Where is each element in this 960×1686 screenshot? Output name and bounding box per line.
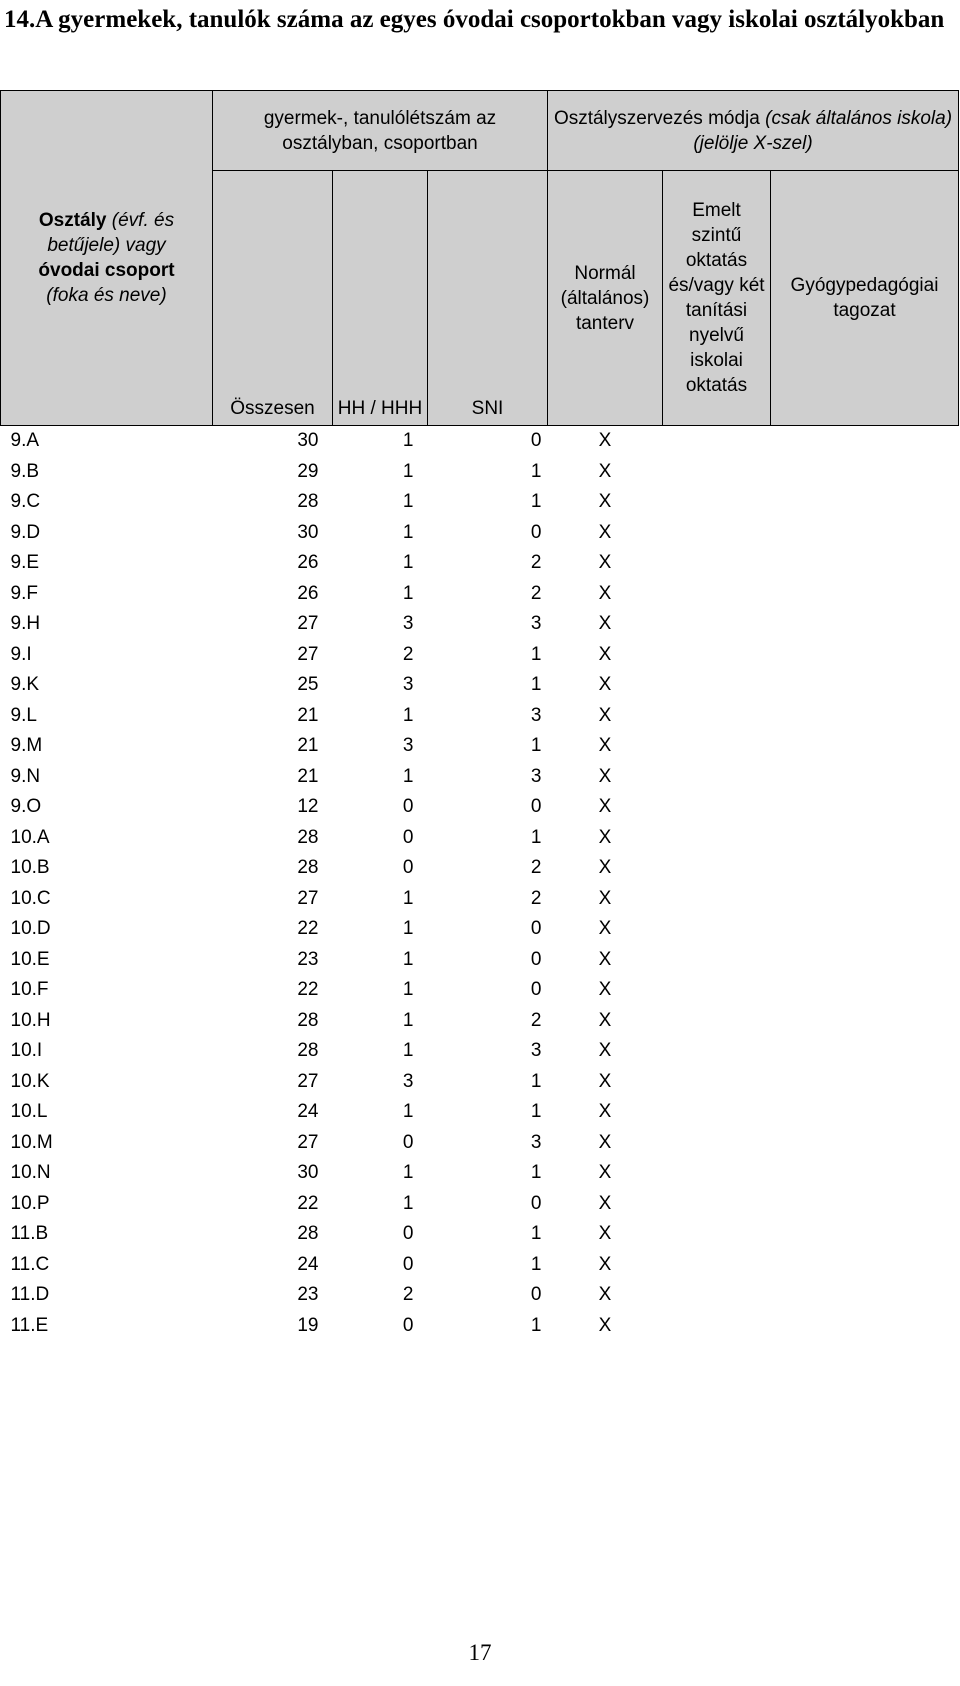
table-row [1, 731, 959, 762]
cell-class: 10.I [10, 1040, 43, 1062]
cell-class: 10.H [10, 1009, 51, 1031]
cell-total: 21 [297, 765, 319, 787]
header-class-bold: Osztály [38, 210, 107, 231]
header-class-italic1: (évf. és [106, 210, 175, 231]
header-gyogy: Gyógypedagógiai tagozat [771, 171, 959, 426]
table-row [1, 823, 959, 854]
cell-gyogy [771, 701, 959, 732]
cell-total: 28 [297, 491, 319, 513]
cell-class: 9.D [10, 521, 41, 543]
table-row [1, 487, 959, 518]
cell-normal: X [598, 1162, 612, 1184]
cell-class: 10.M [10, 1131, 53, 1153]
cell-class: 9.F [10, 582, 38, 604]
cell-gyogy [771, 823, 959, 854]
header-row-top [1, 91, 959, 171]
cell-hh: 0 [402, 1314, 414, 1336]
cell-sni: 2 [530, 582, 542, 604]
cell-hh: 1 [402, 460, 414, 482]
cell-total: 22 [297, 979, 319, 1001]
cell-gyogy [771, 640, 959, 671]
cell-sni: 0 [530, 796, 542, 818]
cell-class: 10.P [10, 1192, 50, 1214]
cell-hh: 1 [402, 491, 414, 513]
cell-emelt [663, 1280, 771, 1311]
cell-hh: 0 [402, 857, 414, 879]
class-count-table [0, 90, 959, 1341]
cell-hh: 1 [402, 1101, 414, 1123]
cell-class: 11.B [10, 1223, 49, 1245]
cell-hh: 1 [402, 765, 414, 787]
table-row [1, 457, 959, 488]
cell-gyogy [771, 1006, 959, 1037]
table-row [1, 975, 959, 1006]
cell-sni: 1 [530, 1253, 542, 1275]
cell-emelt [663, 640, 771, 671]
cell-total: 28 [297, 857, 319, 879]
cell-hh: 0 [402, 796, 414, 818]
table-row [1, 426, 959, 457]
cell-normal: X [598, 521, 612, 543]
cell-gyogy [771, 1158, 959, 1189]
cell-emelt [663, 1128, 771, 1159]
cell-normal: X [598, 1284, 612, 1306]
cell-class: 9.L [10, 704, 37, 726]
cell-hh: 1 [402, 979, 414, 1001]
table-row [1, 518, 959, 549]
cell-emelt [663, 853, 771, 884]
cell-sni: 1 [530, 460, 542, 482]
cell-class: 11.E [10, 1314, 49, 1336]
cell-gyogy [771, 792, 959, 823]
cell-total: 19 [297, 1314, 319, 1336]
cell-gyogy [771, 457, 959, 488]
cell-normal: X [598, 1192, 612, 1214]
table-body [1, 426, 959, 1342]
cell-emelt [663, 1219, 771, 1250]
table-row [1, 1097, 959, 1128]
cell-emelt [663, 762, 771, 793]
header-class-italic3: (foka és neve) [46, 285, 167, 306]
cell-normal: X [598, 1040, 612, 1062]
cell-hh: 1 [402, 1009, 414, 1031]
cell-normal: X [598, 643, 612, 665]
cell-emelt [663, 609, 771, 640]
cell-hh: 1 [402, 1192, 414, 1214]
cell-sni: 3 [530, 1131, 542, 1153]
cell-emelt [663, 945, 771, 976]
cell-sni: 1 [530, 735, 542, 757]
cell-class: 9.B [10, 460, 40, 482]
header-normal: Normál (általános) tanterv [548, 171, 663, 426]
cell-class: 10.K [10, 1070, 50, 1092]
cell-class: 10.A [10, 826, 50, 848]
cell-hh: 3 [402, 674, 414, 696]
cell-emelt [663, 1006, 771, 1037]
cell-normal: X [598, 826, 612, 848]
cell-total: 21 [297, 735, 319, 757]
cell-hh: 3 [402, 735, 414, 757]
cell-sni: 1 [530, 491, 542, 513]
cell-total: 29 [297, 460, 319, 482]
cell-normal: X [598, 918, 612, 940]
cell-normal: X [598, 979, 612, 1001]
table-row [1, 1189, 959, 1220]
cell-sni: 0 [530, 1284, 542, 1306]
cell-emelt [663, 1067, 771, 1098]
cell-sni: 0 [530, 979, 542, 1001]
cell-emelt [663, 975, 771, 1006]
cell-emelt [663, 1250, 771, 1281]
cell-gyogy [771, 579, 959, 610]
table-row [1, 914, 959, 945]
cell-hh: 0 [402, 1131, 414, 1153]
cell-hh: 2 [402, 1284, 414, 1306]
cell-total: 12 [297, 796, 319, 818]
cell-sni: 1 [530, 1070, 542, 1092]
cell-hh: 1 [402, 918, 414, 940]
page-title: 14.A gyermekek, tanulók száma az egyes óvodai csoportokban vagy iskolai osztályokban [4, 6, 945, 33]
cell-sni: 0 [530, 918, 542, 940]
cell-hh: 0 [402, 1223, 414, 1245]
cell-emelt [663, 1036, 771, 1067]
cell-total: 23 [297, 1284, 319, 1306]
cell-hh: 2 [402, 643, 414, 665]
cell-normal: X [598, 1253, 612, 1275]
cell-sni: 2 [530, 552, 542, 574]
table-row [1, 1006, 959, 1037]
cell-normal: X [598, 948, 612, 970]
cell-emelt [663, 548, 771, 579]
header-org-plain: Osztályszervezés módja [553, 107, 766, 129]
cell-class: 9.A [10, 430, 40, 452]
cell-total: 23 [297, 948, 319, 970]
cell-gyogy [771, 853, 959, 884]
cell-sni: 2 [530, 857, 542, 879]
cell-class: 10.L [10, 1101, 48, 1123]
cell-total: 27 [297, 1131, 319, 1153]
header-sni: SNI [428, 171, 548, 426]
table-row [1, 945, 959, 976]
cell-gyogy [771, 1250, 959, 1281]
cell-hh: 0 [402, 826, 414, 848]
cell-emelt [663, 1097, 771, 1128]
cell-class: 9.O [10, 796, 42, 818]
cell-normal: X [598, 857, 612, 879]
cell-emelt [663, 701, 771, 732]
cell-gyogy [771, 1280, 959, 1311]
cell-sni: 3 [530, 704, 542, 726]
cell-class: 10.D [10, 918, 51, 940]
cell-normal: X [598, 765, 612, 787]
cell-class: 9.H [10, 613, 41, 635]
cell-gyogy [771, 762, 959, 793]
cell-normal: X [598, 1101, 612, 1123]
cell-gyogy [771, 1189, 959, 1220]
cell-normal: X [598, 735, 612, 757]
cell-total: 25 [297, 674, 319, 696]
cell-hh: 1 [402, 1040, 414, 1062]
cell-gyogy [771, 487, 959, 518]
cell-class: 9.N [10, 765, 41, 787]
cell-gyogy [771, 1036, 959, 1067]
cell-emelt [663, 823, 771, 854]
cell-class: 10.F [10, 979, 49, 1001]
cell-hh: 3 [402, 613, 414, 635]
cell-sni: 1 [530, 1162, 542, 1184]
cell-total: 22 [297, 1192, 319, 1214]
cell-total: 22 [297, 918, 319, 940]
cell-total: 28 [297, 826, 319, 848]
table-row [1, 1280, 959, 1311]
cell-total: 28 [297, 1040, 319, 1062]
cell-total: 28 [297, 1223, 319, 1245]
cell-hh: 1 [402, 704, 414, 726]
table-row [1, 762, 959, 793]
table-header [1, 91, 959, 426]
cell-normal: X [598, 704, 612, 726]
table-row [1, 1219, 959, 1250]
cell-normal: X [598, 613, 612, 635]
header-class [1, 91, 213, 426]
cell-normal: X [598, 674, 612, 696]
cell-sni: 1 [530, 1101, 542, 1123]
cell-normal: X [598, 796, 612, 818]
cell-hh: 1 [402, 582, 414, 604]
cell-class: 9.I [10, 643, 32, 665]
cell-gyogy [771, 518, 959, 549]
cell-class: 10.N [10, 1162, 51, 1184]
cell-sni: 1 [530, 674, 542, 696]
cell-gyogy [771, 1219, 959, 1250]
cell-total: 26 [297, 582, 319, 604]
cell-class: 11.D [10, 1284, 50, 1306]
cell-gyogy [771, 945, 959, 976]
table-row [1, 1128, 959, 1159]
cell-sni: 0 [530, 521, 542, 543]
table-row [1, 701, 959, 732]
cell-sni: 0 [530, 1192, 542, 1214]
cell-normal: X [598, 1070, 612, 1092]
header-total: Összesen [213, 171, 333, 426]
table-row [1, 853, 959, 884]
cell-class: 10.B [10, 857, 50, 879]
cell-normal: X [598, 582, 612, 604]
table-row [1, 884, 959, 915]
cell-hh: 0 [402, 1253, 414, 1275]
cell-gyogy [771, 426, 959, 457]
cell-class: 10.C [10, 887, 51, 909]
cell-hh: 3 [402, 1070, 414, 1092]
cell-emelt [663, 670, 771, 701]
cell-total: 27 [297, 643, 319, 665]
cell-gyogy [771, 609, 959, 640]
cell-gyogy [771, 1128, 959, 1159]
cell-gyogy [771, 1067, 959, 1098]
table-row [1, 640, 959, 671]
cell-class: 9.K [10, 674, 40, 696]
cell-emelt [663, 884, 771, 915]
table-row [1, 670, 959, 701]
table-row [1, 792, 959, 823]
cell-gyogy [771, 1097, 959, 1128]
cell-emelt [663, 731, 771, 762]
cell-sni: 3 [530, 1040, 542, 1062]
cell-total: 21 [297, 704, 319, 726]
header-hh: HH / HHH [333, 171, 428, 426]
cell-gyogy [771, 914, 959, 945]
table-row [1, 1158, 959, 1189]
cell-normal: X [598, 887, 612, 909]
cell-gyogy [771, 548, 959, 579]
table-row [1, 579, 959, 610]
cell-sni: 1 [530, 1223, 542, 1245]
header-count-group [213, 91, 548, 171]
cell-total: 27 [297, 887, 319, 909]
cell-hh: 1 [402, 1162, 414, 1184]
cell-normal: X [598, 430, 612, 452]
header-count-group-label: gyermek-, tanulólétszám az osztályban, csoportban [263, 107, 497, 154]
cell-total: 30 [297, 521, 319, 543]
cell-normal: X [598, 491, 612, 513]
cell-emelt [663, 426, 771, 457]
cell-hh: 1 [402, 552, 414, 574]
cell-gyogy [771, 731, 959, 762]
cell-class: 10.E [10, 948, 50, 970]
cell-emelt [663, 518, 771, 549]
header-emelt: Emelt szintű oktatás és/vagy két tanítási nyelvű iskolai oktatás [663, 171, 771, 426]
cell-normal: X [598, 1009, 612, 1031]
cell-emelt [663, 914, 771, 945]
cell-emelt [663, 487, 771, 518]
header-org-italic: (csak általános iskola) (jelölje X-szel) [693, 107, 953, 154]
cell-total: 27 [297, 1070, 319, 1092]
table-row [1, 609, 959, 640]
cell-gyogy [771, 1311, 959, 1342]
cell-normal: X [598, 1131, 612, 1153]
cell-hh: 1 [402, 430, 414, 452]
table-row [1, 1036, 959, 1067]
cell-normal: X [598, 460, 612, 482]
table-row [1, 1250, 959, 1281]
cell-total: 24 [297, 1253, 319, 1275]
cell-normal: X [598, 1223, 612, 1245]
header-org [548, 91, 959, 171]
cell-total: 30 [297, 430, 319, 452]
table-row [1, 1067, 959, 1098]
cell-emelt [663, 579, 771, 610]
cell-emelt [663, 1189, 771, 1220]
cell-sni: 0 [530, 430, 542, 452]
cell-class: 11.C [10, 1253, 50, 1275]
cell-class: 9.E [10, 552, 40, 574]
cell-normal: X [598, 552, 612, 574]
cell-sni: 1 [530, 1314, 542, 1336]
cell-gyogy [771, 670, 959, 701]
cell-emelt [663, 1158, 771, 1189]
cell-class: 9.C [10, 491, 41, 513]
cell-total: 26 [297, 552, 319, 574]
cell-sni: 2 [530, 887, 542, 909]
cell-emelt [663, 1311, 771, 1342]
cell-sni: 1 [530, 826, 542, 848]
cell-sni: 0 [530, 948, 542, 970]
cell-sni: 1 [530, 643, 542, 665]
cell-total: 30 [297, 1162, 319, 1184]
header-class-italic2: betűjele) vagy [47, 235, 166, 256]
table-row [1, 1311, 959, 1342]
cell-normal: X [598, 1314, 612, 1336]
cell-hh: 1 [402, 887, 414, 909]
cell-sni: 3 [530, 765, 542, 787]
header-class-bold2: óvodai csoport [38, 260, 175, 281]
cell-total: 27 [297, 613, 319, 635]
cell-class: 9.M [10, 735, 43, 757]
cell-emelt [663, 457, 771, 488]
cell-gyogy [771, 884, 959, 915]
cell-total: 24 [297, 1101, 319, 1123]
page-number: 17 [468, 1640, 492, 1665]
cell-hh: 1 [402, 948, 414, 970]
cell-gyogy [771, 975, 959, 1006]
cell-total: 28 [297, 1009, 319, 1031]
cell-sni: 2 [530, 1009, 542, 1031]
table-row [1, 548, 959, 579]
cell-sni: 3 [530, 613, 542, 635]
cell-emelt [663, 792, 771, 823]
cell-hh: 1 [402, 521, 414, 543]
